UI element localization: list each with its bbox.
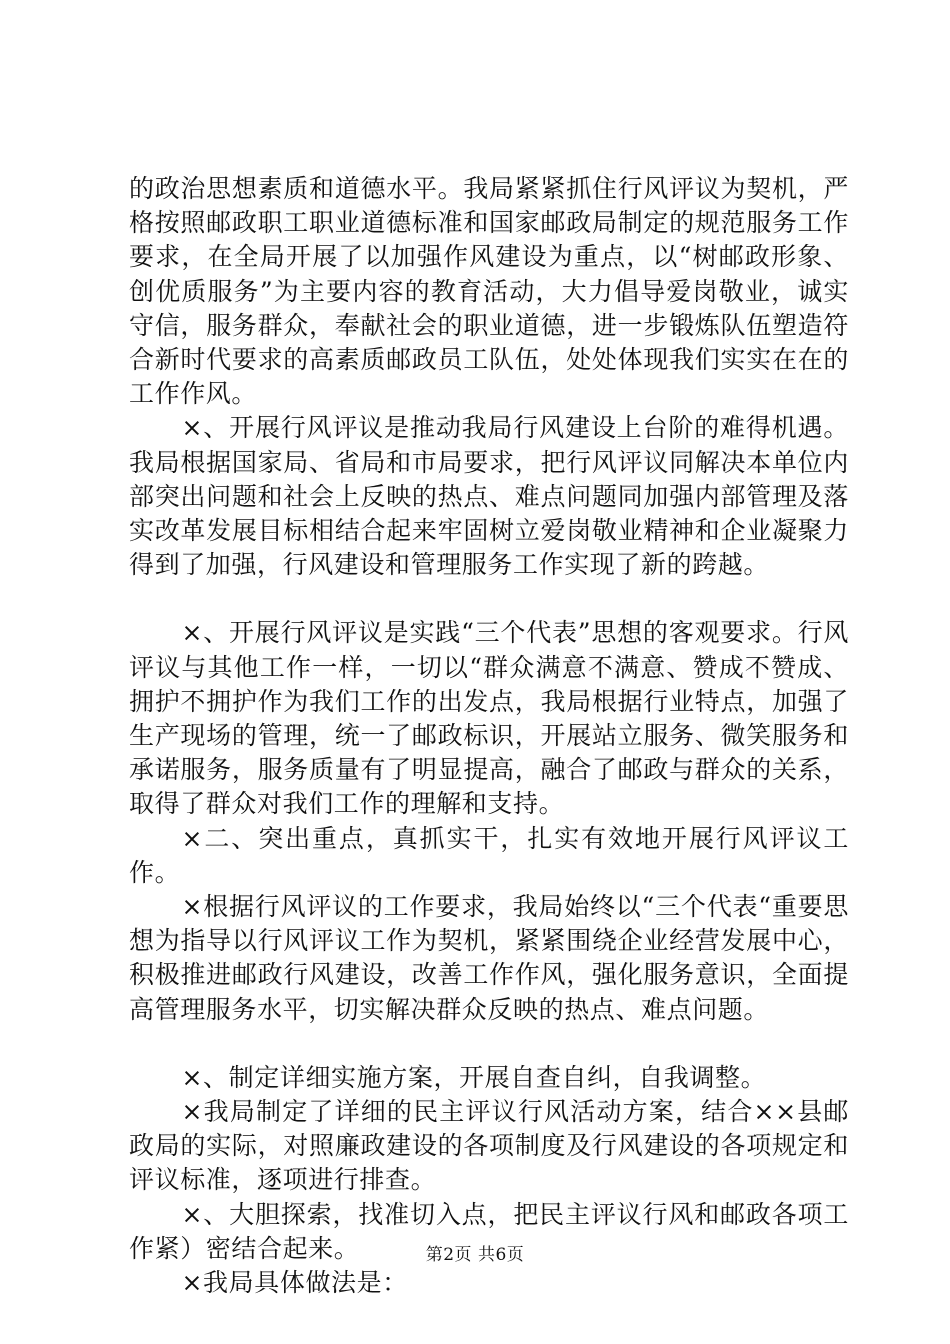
paragraph-work-requirements: ×根据行风评议的工作要求，我局始终以“三个代表“重要思想为指导以行风评议工作为契机，紧紧围绕企业经营发展中心，积极推进邮政行风建设，改善工作作风，强化服务意识，全面提高管理服务水平，切实解决群众反映的热点、难点问题。 — [129, 892, 849, 1024]
paragraph-activity-plan: ×我局制定了详细的民主评议行风活动方案，结合××县邮政局的实际，对照廉政建设的各项制度及行风建设的各项规定和评议标准，逐项进行排查。 — [129, 1097, 849, 1195]
paragraph-continuation: 的政治思想素质和道德水平。我局紧紧抓住行风评议为契机，严格按照邮政职工职业道德标准和国家邮政局制定的规范服务工作要求，在全局开展了以加强作风建设为重点，以“树邮政形象、创优质服务”为主要内容的教育活动，大力倡导爱岗敬业，诚实守信，服务群众，奉献社会的职业道德，进一步锻炼队伍塑造符合新时代要求的高素质邮政员工队伍，处处体现我们实实在在的工作作风。 — [129, 174, 849, 409]
section-heading-two: ×二、突出重点，真抓实干，扎实有效地开展行风评议工作。 — [129, 823, 849, 887]
paragraph-methods: ×我局具体做法是： — [181, 1268, 408, 1298]
paragraph-opportunity: ×、开展行风评议是推动我局行风建设上台阶的难得机遇。我局根据国家局、省局和市局要求，把行风评议同解决本单位内部突出问题和社会上反映的热点、难点问题同加强内部管理及落实改革发展目标相结合起来牢固树立爱岗敬业精神和企业凝聚力得到了加强，行风建设和管理服务工作实现了新的跨越。 — [129, 413, 849, 580]
paragraph-explore: ×、大胆探索，找准切入点，把民主评议行风和邮政各项工作紧）密结合起来。 — [129, 1199, 849, 1263]
document-body — [129, 172, 849, 1300]
page-number-footer: 第2页 共6页 — [425, 1245, 525, 1265]
paragraph-implementation-plan: ×、制定详细实施方案，开展自查自纠，自我调整。 — [181, 1062, 767, 1092]
paragraph-three-represents: ×、开展行风评议是实践“三个代表”思想的客观要求。行风评议与其他工作一样，一切以“群众满意不满意、赞成不赞成、拥护不拥护作为我们工作的出发点，我局根据行业特点，加强了生产现场的管理，统一了邮政标识，开展站立服务、微笑服务和承诺服务，服务质量有了明显提高，融合了邮政与群众的关系，取得了群众对我们工作的理解和支持。 — [129, 618, 849, 819]
